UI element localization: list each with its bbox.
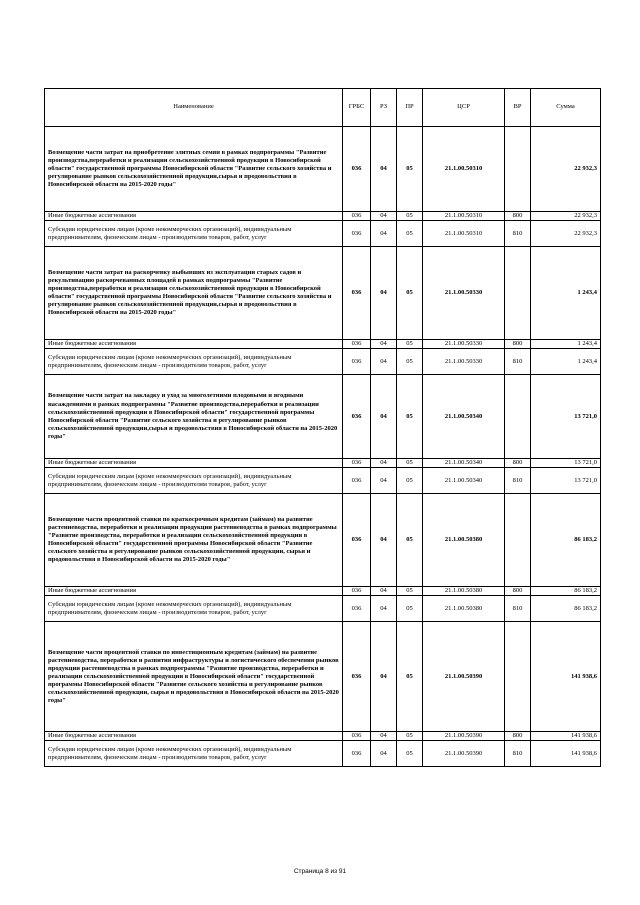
cell-name: Субсидии юридическим лицам (кроме некоммерческих организаций), индивидуальным предпринимателям, физическим лицам - производителям товаров, работ, услуг xyxy=(45,349,343,375)
cell-vr xyxy=(505,127,531,212)
cell-rz: 04 xyxy=(371,375,397,459)
table-body xyxy=(45,127,601,767)
cell-grbs: 036 xyxy=(343,741,371,767)
cell-vr xyxy=(505,494,531,587)
cell-sum: 1 243,4 xyxy=(531,340,601,349)
cell-grbs: 036 xyxy=(343,340,371,349)
cell-vr: 810 xyxy=(505,221,531,247)
cell-grbs: 036 xyxy=(343,349,371,375)
cell-csr: 21.1.00.50340 xyxy=(423,459,505,468)
cell-pr: 05 xyxy=(397,212,423,221)
budget-table xyxy=(44,88,601,767)
table-row xyxy=(45,596,601,622)
cell-csr: 21.1.00.50310 xyxy=(423,221,505,247)
cell-rz: 04 xyxy=(371,622,397,732)
page-number: Страница 8 из 91 xyxy=(293,868,347,875)
cell-csr: 21.1.00.50340 xyxy=(423,375,505,459)
table-row xyxy=(45,340,601,349)
cell-rz: 04 xyxy=(371,212,397,221)
table-row-article xyxy=(45,127,601,212)
cell-sum: 22 932,3 xyxy=(531,212,601,221)
cell-name: Иные бюджетные ассигнования xyxy=(45,340,343,349)
header-vr: ВР xyxy=(505,89,531,127)
cell-name: Субсидии юридическим лицам (кроме некоммерческих организаций), индивидуальным предпринимателям, физическим лицам - производителям товаров, работ, услуг xyxy=(45,468,343,494)
cell-pr: 05 xyxy=(397,340,423,349)
cell-vr: 800 xyxy=(505,212,531,221)
cell-pr: 05 xyxy=(397,349,423,375)
table-header-row xyxy=(45,89,601,127)
header-csr: ЦСР xyxy=(423,89,505,127)
cell-name: Субсидии юридическим лицам (кроме некоммерческих организаций), индивидуальным предпринимателям, физическим лицам - производителям товаров, работ, услуг xyxy=(45,221,343,247)
cell-pr: 05 xyxy=(397,741,423,767)
cell-sum: 141 938,6 xyxy=(531,732,601,741)
header-name: Наименование xyxy=(45,89,343,127)
cell-sum: 1 243,4 xyxy=(531,349,601,375)
header-grbs: ГРБС xyxy=(343,89,371,127)
cell-vr xyxy=(505,375,531,459)
cell-rz: 04 xyxy=(371,587,397,596)
cell-sum: 22 932,3 xyxy=(531,221,601,247)
cell-csr: 21.1.00.50340 xyxy=(423,468,505,494)
cell-sum: 141 938,6 xyxy=(531,741,601,767)
cell-vr: 810 xyxy=(505,596,531,622)
table-row xyxy=(45,221,601,247)
cell-rz: 04 xyxy=(371,127,397,212)
cell-grbs: 036 xyxy=(343,212,371,221)
cell-csr: 21.1.00.50310 xyxy=(423,127,505,212)
cell-pr: 05 xyxy=(397,247,423,340)
cell-name: Иные бюджетные ассигнования xyxy=(45,459,343,468)
cell-vr xyxy=(505,247,531,340)
cell-vr: 800 xyxy=(505,459,531,468)
cell-rz: 04 xyxy=(371,221,397,247)
cell-grbs: 036 xyxy=(343,494,371,587)
cell-vr: 810 xyxy=(505,468,531,494)
cell-vr xyxy=(505,622,531,732)
budget-table-container xyxy=(44,88,600,767)
cell-vr: 800 xyxy=(505,340,531,349)
cell-sum: 86 183,2 xyxy=(531,494,601,587)
cell-csr: 21.1.00.50310 xyxy=(423,212,505,221)
cell-sum: 141 938,6 xyxy=(531,622,601,732)
cell-name: Субсидии юридическим лицам (кроме некоммерческих организаций), индивидуальным предпринимателям, физическим лицам - производителям товаров, работ, услуг xyxy=(45,741,343,767)
cell-csr: 21.1.00.50390 xyxy=(423,741,505,767)
cell-vr: 810 xyxy=(505,741,531,767)
cell-grbs: 036 xyxy=(343,468,371,494)
table-row xyxy=(45,587,601,596)
cell-csr: 21.1.00.50390 xyxy=(423,732,505,741)
cell-rz: 04 xyxy=(371,340,397,349)
cell-grbs: 036 xyxy=(343,127,371,212)
table-row xyxy=(45,349,601,375)
cell-sum: 86 183,2 xyxy=(531,596,601,622)
cell-grbs: 036 xyxy=(343,732,371,741)
cell-rz: 04 xyxy=(371,494,397,587)
table-row-article xyxy=(45,375,601,459)
cell-csr: 21.1.00.50380 xyxy=(423,596,505,622)
table-row xyxy=(45,468,601,494)
cell-pr: 05 xyxy=(397,622,423,732)
cell-pr: 05 xyxy=(397,375,423,459)
table-row-article xyxy=(45,247,601,340)
table-row xyxy=(45,732,601,741)
cell-pr: 05 xyxy=(397,127,423,212)
cell-pr: 05 xyxy=(397,732,423,741)
cell-rz: 04 xyxy=(371,468,397,494)
cell-sum: 13 721,0 xyxy=(531,375,601,459)
table-row xyxy=(45,459,601,468)
cell-rz: 04 xyxy=(371,247,397,340)
cell-rz: 04 xyxy=(371,596,397,622)
cell-rz: 04 xyxy=(371,732,397,741)
cell-pr: 05 xyxy=(397,459,423,468)
header-pr: ПР xyxy=(397,89,423,127)
table-row-article xyxy=(45,494,601,587)
cell-grbs: 036 xyxy=(343,459,371,468)
cell-grbs: 036 xyxy=(343,596,371,622)
table-row xyxy=(45,212,601,221)
header-rz: РЗ xyxy=(371,89,397,127)
cell-pr: 05 xyxy=(397,221,423,247)
cell-name: Возмещение части процентной ставки по краткосрочным кредитам (займам) на развитие растениеводства, переработки и реализации продукции растениеводства в рамках подпрограммы "Развитие производства, переработки и реализации сельскохозяйственной продукции в Новосибирской области" государственной программы Новосибирской области "Развитие сельского хозяйства и регулирование рынков сельскохозяйственной продукции, сырья и продовольствия в Новосибирской области на 2015-2020 годы" xyxy=(45,494,343,587)
cell-pr: 05 xyxy=(397,468,423,494)
cell-grbs: 036 xyxy=(343,587,371,596)
cell-rz: 04 xyxy=(371,349,397,375)
cell-csr: 21.1.00.50330 xyxy=(423,340,505,349)
cell-pr: 05 xyxy=(397,587,423,596)
header-sum: Сумма xyxy=(531,89,601,127)
cell-sum: 86 183,2 xyxy=(531,587,601,596)
cell-rz: 04 xyxy=(371,459,397,468)
cell-csr: 21.1.00.50330 xyxy=(423,349,505,375)
cell-name: Иные бюджетные ассигнования xyxy=(45,587,343,596)
cell-sum: 13 721,0 xyxy=(531,459,601,468)
cell-csr: 21.1.00.50380 xyxy=(423,494,505,587)
cell-name: Возмещение части затрат на закладку и уход за многолетними плодовыми и ягодными насаждениями в рамках подпрограммы "Развитие производства,переработки и реализации сельскохозяйственной продукции в Новосибирской области" государственной программы Новосибирской области "Развитие сельского хозяйства и регулирование рынков сельскохозяйственной продукции,сырья и продовольствия в Новосибирской области на 2015-2020 годы" xyxy=(45,375,343,459)
cell-csr: 21.1.00.50380 xyxy=(423,587,505,596)
cell-grbs: 036 xyxy=(343,247,371,340)
cell-name: Возмещение части затрат на приобретение элитных семян в рамках подпрограммы "Развитие производства,переработки и реализации сельскохозяйственной продукции в Новосибирской области" государственной программы Новосибирской области "Развитие сельского хозяйства и регулирование рынков сельскохозяйственной продукции,сырья и продовольствия в Новосибирской области на 2015-2020 годы" xyxy=(45,127,343,212)
cell-name: Субсидии юридическим лицам (кроме некоммерческих организаций), индивидуальным предпринимателям, физическим лицам - производителям товаров, работ, услуг xyxy=(45,596,343,622)
cell-name: Иные бюджетные ассигнования xyxy=(45,212,343,221)
cell-grbs: 036 xyxy=(343,221,371,247)
cell-name: Возмещение части процентной ставки по инвестиционным кредитам (займам) на развитие растениеводства, переработки и развития инфраструктуры и логистического обеспечения рынков продукции растениеводства в рамках подпрограммы "Развитие производства, переработки и реализации сельскохозяйственной продукции в Новосибирской области" государственной программы Новосибирской области "Развитие сельского хозяйства и регулирование рынков сельскохозяйственной продукции, сырья и продовольствия в Новосибирской области на 2015-2020 годы" xyxy=(45,622,343,732)
cell-vr: 800 xyxy=(505,587,531,596)
cell-pr: 05 xyxy=(397,596,423,622)
cell-sum: 13 721,0 xyxy=(531,468,601,494)
cell-name: Иные бюджетные ассигнования xyxy=(45,732,343,741)
cell-sum: 22 932,3 xyxy=(531,127,601,212)
cell-pr: 05 xyxy=(397,494,423,587)
table-row xyxy=(45,741,601,767)
cell-sum: 1 243,4 xyxy=(531,247,601,340)
cell-vr: 810 xyxy=(505,349,531,375)
cell-vr: 800 xyxy=(505,732,531,741)
table-row-article xyxy=(45,622,601,732)
cell-csr: 21.1.00.50330 xyxy=(423,247,505,340)
cell-csr: 21.1.00.50390 xyxy=(423,622,505,732)
cell-rz: 04 xyxy=(371,741,397,767)
cell-grbs: 036 xyxy=(343,375,371,459)
cell-grbs: 036 xyxy=(343,622,371,732)
cell-name: Возмещение части затрат на раскорчевку выбывших из эксплуатации старых садов и рекультивацию раскорчеванных площадей в рамках подпрограммы "Развитие производства,переработки и реализации сельскохозяйственной продукции в Новосибирской области" государственной программы Новосибирской области "Развитие сельского хозяйства и регулирование рынков сельскохозяйственной продукции,сырья и продовольствия в Новосибирской области на 2015-2020 годы" xyxy=(45,247,343,340)
